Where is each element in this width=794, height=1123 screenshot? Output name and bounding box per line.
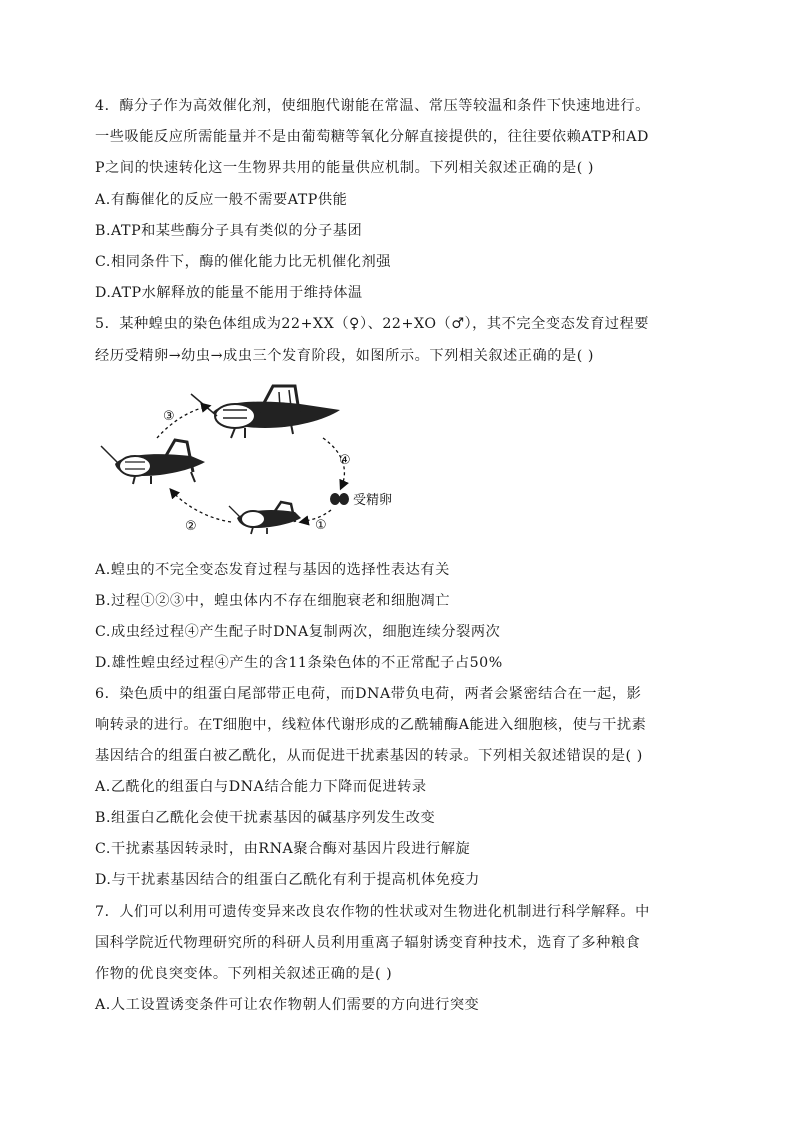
q4-stem-line-2: 一些吸能反应所需能量并不是由葡萄糖等氧化分解直接提供的，往往要依赖ATP和AD xyxy=(95,129,649,145)
q5-option-c: C.成虫经过程④产生配子时DNA复制两次，细胞连续分裂两次 xyxy=(95,624,501,640)
q7-stem-line-3: 作物的优良突变体。下列相关叙述正确的是( ) xyxy=(95,966,393,982)
q5-stem-line-2: 经历受精卵→幼虫→成虫三个发育阶段，如图所示。下列相关叙述正确的是( ) xyxy=(95,348,594,364)
step4-label: ④ xyxy=(339,453,351,468)
q7-option-a: A.人工设置诱变条件可让农作物朝人们需要的方向进行突变 xyxy=(95,997,480,1013)
q5-option-d: D.雄性蝗虫经过程④产生的含11条染色体的不正常配子占50% xyxy=(95,655,503,671)
life-cycle-diagram xyxy=(95,372,415,552)
q6-stem-line-1: 6．染色质中的组蛋白尾部带正电荷，而DNA带负电荷，两者会紧密结合在一起，影 xyxy=(95,686,642,702)
adult-locust-icon xyxy=(191,386,340,438)
q5-option-a: A.蝗虫的不完全变态发育过程与基因的选择性表达有关 xyxy=(95,562,450,578)
q6-stem-line-2: 响转录的进行。在T细胞中，线粒体代谢形成的乙酰辅酶A能进入细胞核，使与干扰素 xyxy=(95,717,647,733)
q6-option-c: C.干扰素基因转录时，由RNA聚合酶对基因片段进行解旋 xyxy=(95,841,471,857)
fertilized-egg-icon xyxy=(330,493,349,505)
late-nymph-locust-icon xyxy=(101,440,205,484)
step2-label: ② xyxy=(185,519,197,534)
step3-label: ③ xyxy=(163,409,175,424)
q6-option-d: D.与干扰素基因结合的组蛋白乙酰化有利于提高机体免疫力 xyxy=(95,872,480,888)
q6-stem-line-3: 基因结合的组蛋白被乙酰化，从而促进干扰素基因的转录。下列相关叙述错误的是( ) xyxy=(95,748,643,764)
q5-option-b: B.过程①②③中，蝗虫体内不存在细胞衰老和细胞凋亡 xyxy=(95,593,450,609)
q4-stem-line-1: 4．酶分子作为高效催化剂，使细胞代谢能在常温、常压等较温和条件下快速地进行。 xyxy=(95,98,650,114)
early-nymph-locust-icon xyxy=(229,502,301,534)
step1-label: ① xyxy=(315,518,327,533)
q5-stem-line-1: 5．某种蝗虫的染色体组成为22+XX（♀）、22+XO（♂），其不完全变态发育过程要 xyxy=(95,316,650,332)
q4-stem-line-3: P之间的快速转化这一生物界共用的能量供应机制。下列相关叙述正确的是( ) xyxy=(95,160,594,176)
q4-option-d: D.ATP水解释放的能量不能用于维持体温 xyxy=(95,285,363,301)
q6-option-a: A.乙酰化的组蛋白与DNA结合能力下降而促进转录 xyxy=(95,779,427,795)
q4-option-a: A.有酶催化的反应一般不需要ATP供能 xyxy=(95,192,348,208)
q7-stem-line-1: 7．人们可以利用可遗传变异来改良农作物的性状或对生物进化机制进行科学解释。中 xyxy=(95,904,650,920)
q7-stem-line-2: 国科学院近代物理研究所的科研人员利用重离子辐射诱变育种技术，选育了多种粮食 xyxy=(95,935,641,951)
locust-life-cycle-figure xyxy=(95,372,415,552)
q4-option-b: B.ATP和某些酶分子具有类似的分子基团 xyxy=(95,223,363,239)
q6-option-b: B.组蛋白乙酰化会使干扰素基因的碱基序列发生改变 xyxy=(95,810,436,826)
egg-label: 受精卵 xyxy=(353,493,393,508)
arrow-step2 xyxy=(171,490,231,522)
q4-option-c: C.相同条件下，酶的催化能力比无机催化剂强 xyxy=(95,254,391,270)
